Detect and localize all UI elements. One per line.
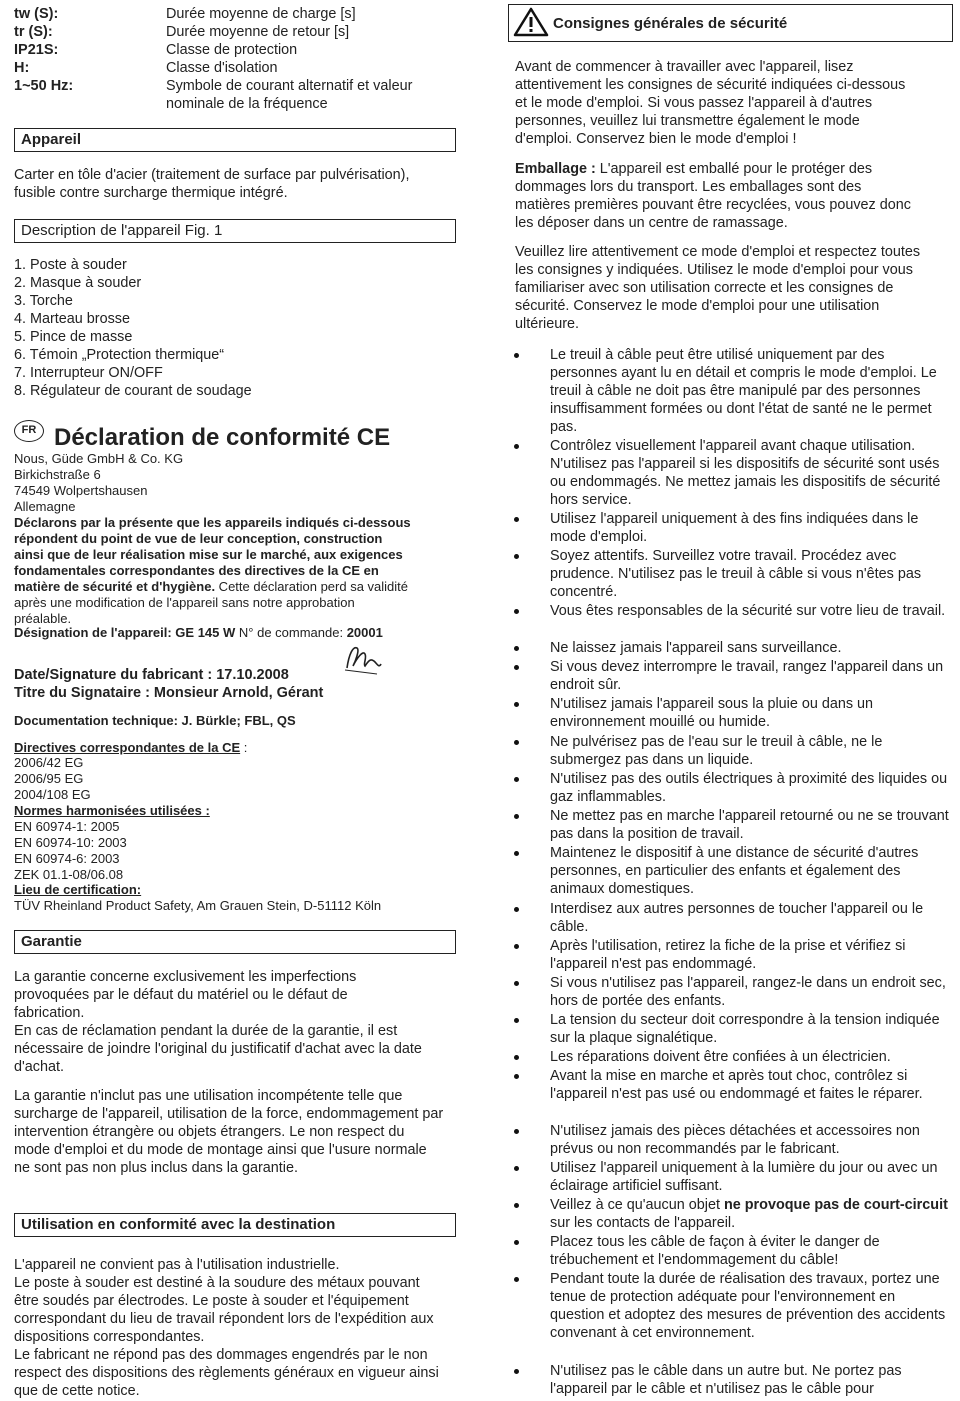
bullet-dot — [514, 1166, 519, 1171]
directive-item: 2006/95 EG — [14, 771, 84, 786]
garantie-p3: La garantie n'inclut pas une utilisation incompétente telle que surcharge de l'appareil, utilisation de la force, endommagement par intervention étrangère ou objets étrangers. Le non respect du mode d'emploi et du mode de montage ainsi que l'usure normale ne sont pas non plus inclus dans la garantie. — [14, 1088, 444, 1176]
utilisation-p2: Le poste à souder est destiné à la soudure des métaux pouvant être soudés par électrodes. Le poste à souder et l'équipement correspondant du lieu de travail répondent lors de l'expédition aux dispositions correspondantes. — [14, 1275, 434, 1345]
garantie-p1: La garantie concerne exclusivement les imperfections provoquées par le défaut du matériel ou le défaut de fabrication. — [14, 969, 357, 1021]
emballage-paragraph — [515, 160, 915, 232]
spec-value: Symbole de courant alternatif et valeur nominale de la fréquence — [166, 78, 413, 112]
safety-bullet — [508, 1122, 953, 1158]
spec-row — [14, 77, 466, 113]
safety-bullet — [508, 437, 953, 509]
bullet-text: Si vous n'utilisez pas l'appareil, rangez-le dans un endroit sec, hors de portée des enfants. — [550, 975, 946, 1009]
safety-bullet — [508, 974, 953, 1010]
order-value: 20001 — [346, 625, 383, 640]
bullet-text: N'utilisez pas des outils électriques à proximité des liquides ou gaz inflammables. — [550, 771, 948, 805]
garantie-heading: Garantie — [14, 930, 456, 954]
description-item: 7. Interrupteur ON/OFF — [14, 365, 163, 381]
address-line: Allemagne — [14, 499, 76, 514]
spec-key: tw (S): — [14, 6, 59, 22]
bullet-dot — [514, 740, 519, 745]
safety-bullet — [508, 1362, 953, 1398]
bullet-text: N'utilisez jamais des pièces détachées et accessoires non prévus ou non recommandés par le fabricant. — [550, 1123, 920, 1157]
bullet-text: Si vous devez interrompre le travail, rangez l'appareil dans un endroit sûr. — [550, 659, 944, 693]
country-badge: FR — [14, 420, 44, 442]
emballage-text: L'appareil est emballé pour le protéger des dommages lors du transport. Les emballages sont des matières premières pouvant être recyclées, vous pouvez donc les déposer dans un centre de ramassage. — [515, 161, 911, 231]
bullet-text: N'utilisez jamais l'appareil sous la pluie ou dans un environnement mouillé ou humide. — [550, 696, 874, 730]
safety-bullet — [508, 1196, 953, 1232]
bullet-dot — [514, 554, 519, 559]
utilisation-heading: Utilisation en conformité avec la destination — [14, 1213, 456, 1237]
safety-bullet — [508, 602, 953, 638]
bullet-text: Placez tous les câble de façon à éviter le danger de trébuchement et l'endommagement du câble! — [550, 1234, 880, 1268]
bullet-dot — [514, 1203, 519, 1208]
norms-heading: Normes harmonisées utilisées : — [14, 803, 210, 818]
directive-item: 2006/42 EG — [14, 755, 84, 770]
bullet-text: Utilisez l'appareil uniquement à la lumière du jour ou avec un éclairage artificiel suffisant. — [550, 1160, 938, 1194]
declaration-body-normal: Cette déclaration perd sa validité après une modification de l'appareil sans notre approbation préalable. — [14, 579, 409, 626]
norm-item: EN 60974-1: 2005 — [14, 819, 120, 834]
securite-heading-box — [508, 4, 953, 42]
safety-bullet — [508, 807, 953, 843]
doc-tech: Documentation technique: J. Bürkle; FBL, QS — [14, 713, 296, 728]
bullet-dot — [514, 777, 519, 782]
warning-icon — [514, 7, 548, 37]
bullet-dot — [514, 907, 519, 912]
bullet-text: Utilisez l'appareil uniquement à des fins indiquées dans le mode d'emploi. — [550, 511, 919, 545]
bullet-text: Interdisez aux autres personnes de toucher l'appareil ou le câble. — [550, 901, 924, 935]
handwritten-signature — [341, 640, 383, 676]
bullet-text: N'utilisez pas le câble dans un autre but. Ne portez pas l'appareil par le câble et n'utilisez pas le câble pour — [550, 1363, 902, 1397]
norm-item: EN 60974-10: 2003 — [14, 835, 127, 850]
bullet-dot — [514, 444, 519, 449]
description-item: 4. Marteau brosse — [14, 311, 130, 327]
bullet-prefix: Veillez à ce qu'aucun objet — [550, 1197, 724, 1213]
declaration-title: Déclaration de conformité CE — [54, 424, 391, 451]
utilisation-p1: L'appareil ne convient pas à l'utilisation industrielle. — [14, 1257, 340, 1273]
address-line: 74549 Wolpertshausen — [14, 483, 148, 498]
safety-bullet — [508, 1011, 953, 1047]
bullet-dot — [514, 702, 519, 707]
cert-value: TÜV Rheinland Product Safety, Am Grauen Stein, D-51112 Köln — [14, 898, 382, 913]
bullet-text: Le treuil à câble peut être utilisé uniquement par des personnes ayant lu en détail et compris le mode d'emploi. Le treuil à câble ne doit pas être manipulé par des personnes insuffisamment formées ou dont l'état de santé ne le permet pas. — [550, 347, 937, 435]
safety-bullet — [508, 547, 953, 601]
safety-bullet — [508, 695, 953, 731]
spec-key: tr (S): — [14, 24, 53, 40]
bullet-text: Ne mettez pas en marche l'appareil retourné ou ne se trouvant pas dans la position de travail. — [550, 808, 949, 842]
bullet-dot — [514, 353, 519, 358]
description-heading: Description de l'appareil Fig. 1 — [14, 219, 456, 243]
spec-row — [14, 23, 466, 41]
securite-p3: Veuillez lire attentivement ce mode d'emploi et respectez toutes les consignes y indiquées. Utilisez le mode d'emploi pour vous familiariser avec son utilisation correcte et les consignes de sécurité. Conservez le mode d'emploi pour une utilisation ultérieure. — [515, 244, 921, 332]
date-signature: Date/Signature du fabricant : 17.10.2008 — [14, 667, 289, 683]
bullet-text: Pendant toute la durée de réalisation des travaux, portez une tenue de protection adéquate pour l'environnement en question et adoptez des mesures de prévention des accidents convenant à cet environnement. — [550, 1271, 946, 1341]
appareil-heading: Appareil — [14, 128, 456, 152]
safety-bullet — [508, 900, 953, 936]
directives-colon: : — [240, 740, 248, 755]
signatory: Titre du Signataire : Monsieur Arnold, Gérant — [14, 685, 324, 701]
spec-key: 1~50 Hz: — [14, 78, 74, 94]
safety-bullet — [508, 658, 953, 694]
bullet-dot — [514, 646, 519, 651]
bullet-text: Ne pulvérisez pas de l'eau sur le treuil à câble, ne le submergez pas dans un liquide. — [550, 734, 883, 768]
designation-value: : GE 145 W — [167, 625, 236, 640]
bullet-dot — [514, 609, 519, 614]
directives-label: Directives correspondantes de la CE — [14, 740, 241, 755]
directives-heading — [14, 740, 247, 756]
order-label: N° de commande: — [235, 625, 347, 640]
bullet-dot — [514, 851, 519, 856]
description-item: 8. Régulateur de courant de soudage — [14, 383, 252, 399]
safety-bullet — [508, 639, 953, 657]
bullet-text: La tension du secteur doit correspondre à la tension indiquée sur la plaque signalétique. — [550, 1012, 940, 1046]
directive-item: 2004/108 EG — [14, 787, 91, 802]
spec-value: Durée moyenne de charge [s] — [166, 6, 356, 22]
safety-bullet — [508, 1067, 953, 1121]
spec-value: Durée moyenne de retour [s] — [166, 24, 350, 40]
bullet-text — [550, 1196, 950, 1232]
bullet-text: Ne laissez jamais l'appareil sans surveillance. — [550, 640, 842, 656]
designation-line — [14, 625, 466, 641]
declaration-body — [14, 515, 414, 627]
spec-key: H: — [14, 60, 30, 76]
bullet-text: Les réparations doivent être confiées à un électricien. — [550, 1049, 891, 1065]
safety-bullet — [508, 844, 953, 898]
spec-row — [14, 59, 466, 77]
bullet-dot — [514, 1240, 519, 1245]
safety-bullet — [508, 510, 953, 546]
spec-value: Classe d'isolation — [166, 60, 278, 76]
address-line: Nous, Güde GmbH & Co. KG — [14, 451, 184, 466]
bullet-dot — [514, 981, 519, 986]
bullet-text: Après l'utilisation, retirez la fiche de la prise et vérifiez si l'appareil n'est pas endommagé. — [550, 938, 906, 972]
bullet-dot — [514, 944, 519, 949]
description-item: 3. Torche — [14, 293, 73, 309]
bullet-text: Soyez attentifs. Surveillez votre travail. Procédez avec prudence. N'utilisez pas le treuil à câble si vous n'êtes pas concentré. — [550, 548, 922, 600]
description-item: 2. Masque à souder — [14, 275, 142, 291]
bullet-text: Contrôlez visuellement l'appareil avant chaque utilisation. N'utilisez pas l'appareil si les dispositifs de sécurité sont usés ou endommagés. Ne mettez jamais les dispositifs de sécurité hors service. — [550, 438, 941, 508]
bullet-text: Vous êtes responsables de la sécurité sur votre lieu de travail. — [550, 603, 946, 619]
address-line: Birkichstraße 6 — [14, 467, 101, 482]
safety-bullet — [508, 937, 953, 973]
description-item: 1. Poste à souder — [14, 257, 127, 273]
bullet-dot — [514, 1129, 519, 1134]
safety-bullet — [508, 1270, 953, 1358]
appareil-text: Carter en tôle d'acier (traitement de surface par pulvérisation), fusible contre surcharge thermique intégré. — [14, 167, 410, 201]
bullet-dot — [514, 814, 519, 819]
bullet-dot — [514, 1369, 519, 1374]
bullet-dot — [514, 665, 519, 670]
safety-bullet — [508, 770, 953, 806]
securite-heading: Consignes générales de sécurité — [553, 15, 788, 32]
spec-key: IP21S: — [14, 42, 59, 58]
safety-bullet — [508, 1233, 953, 1269]
bullet-dot — [514, 517, 519, 522]
bullet-bold: ne provoque pas de court-circuit — [723, 1197, 948, 1213]
description-item: 5. Pince de masse — [14, 329, 133, 345]
designation-label: Désignation de l'appareil — [14, 625, 168, 640]
safety-bullet — [508, 346, 953, 434]
declaration-body-bold: Déclarons par la présente que les appareils indiqués ci-dessous répondent du point de vue de leur conception, construction ainsi que de leur réalisation mise sur le marché, aux exigences fondamentales correspondantes des directives de la CE en matière de sécurité et d'hygiène. — [14, 515, 411, 594]
norm-item: ZEK 01.1-08/06.08 — [14, 867, 124, 882]
securite-p1: Avant de commencer à travailler avec l'appareil, lisez attentivement les consignes de sécurité indiquées ci-dessous et le mode d'emploi. Si vous passez l'appareil à d'autres personnes, veuillez lui transmettre également le mode d'emploi. Conservez bien le mode d'emploi ! — [515, 59, 906, 147]
spec-value: Classe de protection — [166, 42, 298, 58]
spec-row — [14, 5, 466, 23]
spec-row — [14, 41, 466, 59]
description-item: 6. Témoin „Protection thermique“ — [14, 347, 225, 363]
cert-heading: Lieu de certification: — [14, 882, 142, 897]
bullet-text: Maintenez le dispositif à une distance de sécurité d'autres personnes, en particulier des enfants et également des animaux domestiques. — [550, 845, 919, 897]
bullet-text: Avant la mise en marche et après tout choc, contrôlez si l'appareil n'est pas usé ou endommagé et faites le réparer. — [550, 1068, 923, 1102]
emballage-label: Emballage : — [515, 161, 596, 177]
norm-item: EN 60974-6: 2003 — [14, 851, 120, 866]
bullet-dot — [514, 1277, 519, 1282]
bullet-suffix: sur les contacts de l'appareil. — [550, 1215, 736, 1231]
bullet-dot — [514, 1055, 519, 1060]
bullet-dot — [514, 1074, 519, 1079]
safety-bullet — [508, 1048, 953, 1066]
safety-bullet — [508, 733, 953, 769]
garantie-p2: En cas de réclamation pendant la durée de la garantie, il est nécessaire de joindre l'original du justificatif d'achat avec la date d'achat. — [14, 1023, 422, 1075]
utilisation-p3: Le fabricant ne répond pas des dommages engendrés par le non respect des dispositions des règlements généraux en vigueur ainsi que de cette notice. — [14, 1347, 439, 1399]
bullet-dot — [514, 1018, 519, 1023]
safety-bullet — [508, 1159, 953, 1195]
